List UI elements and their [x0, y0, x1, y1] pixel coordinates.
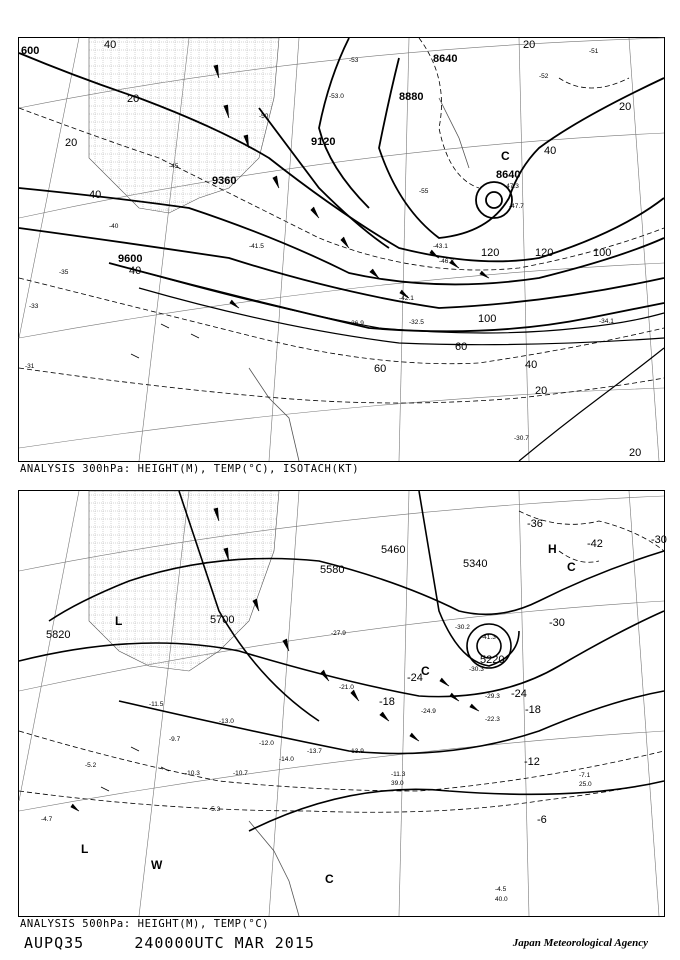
caption-500hpa: ANALYSIS 500hPa: HEIGHT(M), TEMP(°C) [20, 918, 270, 930]
map-300hpa-canvas [19, 38, 664, 461]
temp-label: -51 [589, 48, 599, 55]
temp-label: -47.7 [509, 203, 524, 210]
station-value: -41.3 [481, 634, 496, 641]
isotach-label: 20 [535, 385, 548, 397]
jet-isotach-solid [129, 268, 664, 461]
station-value: -29.3 [485, 693, 500, 700]
agency-credit: Japan Meteorological Agency [512, 937, 648, 949]
temp-contour-label: -24 [407, 672, 423, 684]
chart-300hpa [18, 37, 665, 462]
cold-symbol: C [325, 872, 334, 886]
chart-500hpa [18, 490, 665, 917]
station-value: -9.7 [169, 736, 181, 743]
temp-contour-label: -12 [524, 756, 540, 768]
temp-label: -50 [259, 113, 269, 120]
temp-label: -55 [419, 188, 429, 195]
temp-contour-label: -24 [511, 688, 527, 700]
temp-label: -45 [169, 163, 179, 170]
station-value: -30.2 [455, 624, 470, 631]
warm-symbol: W [151, 858, 163, 872]
temp-contour-label: -36 [527, 518, 543, 530]
height-label: 9120 [311, 136, 336, 148]
station-value: -13.7 [307, 748, 322, 755]
low-pressure-symbol: L [81, 842, 89, 856]
station-value: -24.9 [421, 708, 436, 715]
station-value: -27.9 [331, 630, 346, 637]
station-value: -13.0 [219, 718, 234, 725]
temp-label: -34.1 [599, 318, 614, 325]
height-label: 5580 [320, 564, 345, 576]
isotach-label: 40 [129, 265, 142, 277]
temp-contour-label: -6 [537, 814, 547, 826]
temp-contour-label: -18 [379, 696, 395, 708]
land-mass [89, 491, 299, 916]
temp-contour-label: -42 [587, 538, 603, 550]
temp-label: -42.1 [399, 295, 414, 302]
isotach-label: 20 [619, 101, 632, 113]
isotach-label: 60 [374, 363, 387, 375]
isotach-label: 40 [104, 39, 117, 51]
temp-contour-label: -30 [651, 534, 667, 546]
cold-symbol: C [421, 664, 430, 678]
temp-label: -52 [539, 73, 549, 80]
temp-label: -33 [29, 303, 39, 310]
station-value: -10.3 [185, 770, 200, 777]
station-value: -5.3 [209, 806, 221, 813]
height-label: 9600 [118, 253, 143, 265]
isotach-label: 20 [127, 93, 140, 105]
temp-label: -30.7 [514, 435, 529, 442]
height-label: 9360 [212, 175, 237, 187]
temp-label: -53.0 [329, 93, 344, 100]
isotach-label: 40 [89, 189, 102, 201]
temp-label: -53 [349, 57, 359, 64]
station-value: 25.0 [579, 781, 592, 788]
temp-contour-label: -30 [549, 617, 565, 629]
station-value: -21.0 [339, 684, 354, 691]
height-label: 8880 [399, 91, 424, 103]
station-value: 39.0 [391, 780, 404, 787]
temp-label: -35 [59, 269, 69, 276]
station-value: -13.9 [349, 748, 364, 755]
height-label: 5820 [46, 629, 71, 641]
height-label: 5340 [463, 558, 488, 570]
cold-center-symbol: C [501, 149, 510, 163]
map-500hpa-canvas [19, 491, 667, 916]
station-value: -22.3 [485, 716, 500, 723]
station-value: -4.7 [41, 816, 53, 823]
isotach-label: 40 [544, 145, 557, 157]
temp-label: -40 [109, 223, 119, 230]
cold-symbol: C [567, 560, 576, 574]
isotach-label: 20 [629, 447, 642, 459]
caption-300hpa: ANALYSIS 300hPa: HEIGHT(M), TEMP(°C), ISOTACH(KT) [20, 463, 360, 475]
station-value: -5.2 [85, 762, 97, 769]
chart-code: AUPQ35 [24, 934, 85, 952]
station-values [41, 624, 592, 903]
temp-label: -46.3 [439, 258, 454, 265]
station-value: -11.5 [149, 701, 164, 708]
temp-label: -41.5 [249, 243, 264, 250]
isotach-label: 40 [525, 359, 538, 371]
temp-label: -43.1 [433, 243, 448, 250]
height-label: 5700 [210, 614, 235, 626]
temp-contour-label: -18 [525, 704, 541, 716]
station-value: -10.7 [233, 770, 248, 777]
temp-label: -32.5 [409, 319, 424, 326]
isotach-label: 100 [478, 313, 497, 325]
temp-label: -36.9 [349, 320, 364, 327]
height-label: 600 [21, 45, 40, 57]
isotach-label: 20 [523, 39, 536, 51]
isotach-label: 120 [481, 247, 500, 259]
temp-label: -47.3 [504, 183, 519, 190]
temp-label: -31 [25, 363, 35, 370]
isotach-label: 100 [593, 247, 612, 259]
chart-identifier [24, 934, 315, 952]
station-value: -30.3 [469, 666, 484, 673]
station-value: -11.3 [391, 771, 406, 778]
height-label: 5220 [480, 654, 505, 666]
station-value: 40.0 [495, 896, 508, 903]
height-label: 8640 [433, 53, 458, 65]
station-value: -12.0 [259, 740, 274, 747]
isotach-label: 120 [535, 247, 554, 259]
height-label: 5460 [381, 544, 406, 556]
isotach-label: 60 [455, 341, 468, 353]
low-pressure-symbol: L [115, 614, 123, 628]
high-pressure-symbol: H [548, 542, 557, 556]
station-value: -14.0 [279, 756, 294, 763]
station-value: -4.5 [495, 886, 507, 893]
isotach-label: 20 [65, 137, 78, 149]
station-value: -7.1 [579, 772, 591, 779]
height-label: 8640 [496, 169, 521, 181]
chart-datetime: 240000UTC MAR 2015 [134, 934, 315, 952]
